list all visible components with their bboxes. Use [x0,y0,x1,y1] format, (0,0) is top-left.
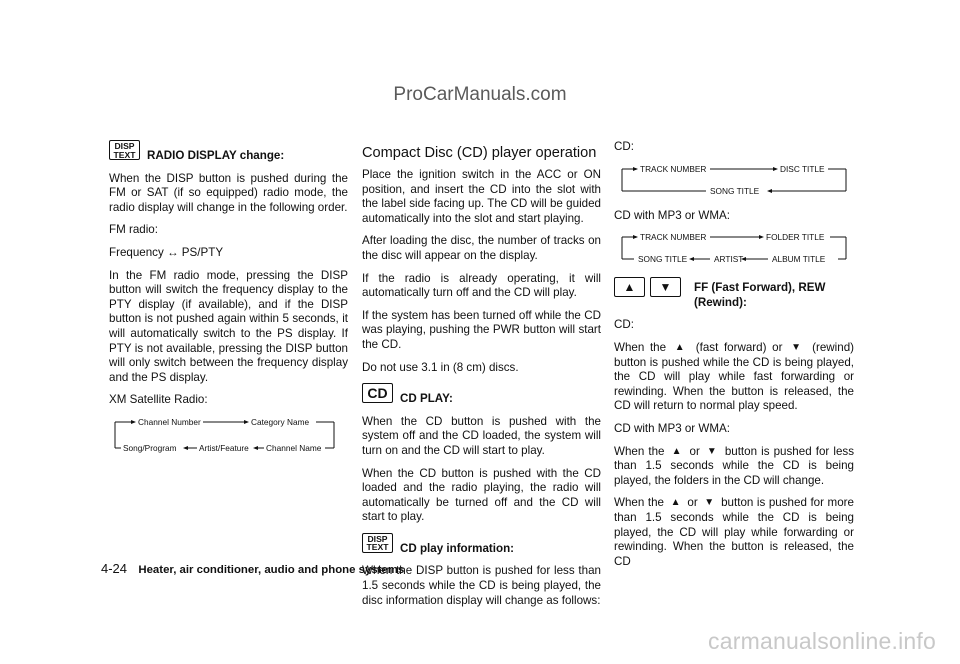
disp-text-icon: DISP TEXT [109,140,140,160]
paragraph: If the system has been turned off while the CD was playing, pushing the PWR button will start the CD. [362,308,601,351]
watermark-top: ProCarManuals.com [393,84,567,105]
seek-buttons [614,277,686,297]
column-1 [109,140,348,468]
cd-label: CD: [614,140,634,153]
column-3 [614,140,854,577]
svg-text:Artist/Feature: Artist/Feature [199,442,249,453]
paragraph: When the DISP button is pushed during the FM or SAT (if so equipped) radio mode, the radio display will change in the following order. [109,171,348,214]
triangle-up-icon: ▲ [671,445,683,457]
svg-text:Category Name: Category Name [251,416,310,427]
paragraph: When the ▲ or ▼ button is pushed for more than 1.5 seconds while the CD is being played, the CD will play while forwarding or rewinding. When the button is released, the CD [614,496,854,568]
cd-label: CD: [614,318,634,332]
svg-text:DISC TITLE: DISC TITLE [780,163,825,174]
cd-display-diagram [614,163,854,197]
triangle-down-icon: ▼ [791,341,804,353]
svg-text:Channel Number: Channel Number [138,416,201,427]
svg-text:TRACK NUMBER: TRACK NUMBER [640,163,707,174]
triangle-down-icon: ▼ [706,445,718,457]
triangle-up-icon: ▲ [614,277,645,297]
cd-icon: CD [362,383,393,403]
xm-display-diagram [109,416,348,456]
fm-sequence: Frequency ↔ PS/PTY [109,245,224,259]
fm-radio-label: FM radio: [109,223,158,237]
svg-text:SONG TITLE: SONG TITLE [638,254,688,265]
svg-text:ARTIST: ARTIST [714,254,744,265]
svg-text:TRACK NUMBER: TRACK NUMBER [640,232,707,243]
triangle-up-icon: ▲ [670,497,681,509]
cd-info-heading: DISP TEXT CD play information: [362,533,601,557]
mp3-display-diagram [614,231,854,265]
paragraph: If the radio is already operating, it will automatically turn off and the CD will play. [362,271,601,300]
page-footer [101,561,404,576]
paragraph: When the CD button is pushed with the system off and the CD loaded, the system will turn on and the CD will start to play. [362,414,601,457]
svg-text:Channel Name: Channel Name [266,442,322,453]
ff-rew-heading: ▲ ▼ FF (Fast Forward), REW (Rewind): [614,277,854,310]
paragraph: When the DISP button is pushed for less than 1.5 seconds while the CD is being played, the disc information display will change as follows: [362,564,601,607]
paragraph: In the FM radio mode, pressing the DISP button will switch the frequency display to the PTY display (if available), and if the DISP button is not pushed again within 5 seconds, it will automatically switch to the PS display. If PTY is not available, pressing the DISP button will only switch between the frequency display and the PS display. [109,268,348,384]
triangle-down-icon: ▼ [650,277,681,297]
triangle-down-icon: ▼ [704,497,715,509]
chapter-title: Heater, air conditioner, audio and phone systems [138,564,405,576]
triangle-up-icon: ▲ [674,341,688,353]
svg-text:FOLDER TITLE: FOLDER TITLE [766,232,825,243]
page-number: 4-24 [101,561,128,576]
paragraph: Do not use 3.1 in (8 cm) discs. [362,360,519,374]
svg-text:SONG TITLE: SONG TITLE [710,185,760,196]
watermark-bottom: carmanualsonline.info [708,628,936,654]
paragraph: When the CD button is pushed with the CD loaded and the radio playing, the radio will automatically be turned off and the CD will start to play. [362,466,601,524]
column-2 [362,140,601,616]
paragraph: Place the ignition switch in the ACC or ON position, and insert the CD into the slot with the label side facing up. The CD will be guided automatically into the slot and start playing. [362,168,601,225]
xm-label: XM Satellite Radio: [109,393,208,407]
paragraph: When the ▲ or ▼ button is pushed for less than 1.5 seconds while the CD is being played, the folders in the CD will change. [614,444,854,487]
mp3-label: CD with MP3 or WMA: [614,208,730,222]
disp-text-icon: DISP TEXT [362,533,393,553]
paragraph: When the ▲ (fast forward) or ▼ (rewind) button is pushed while the CD is being played, the CD will play while fast forwarding or rewinding. When the button is released, the CD will return to normal play speed. [614,340,855,413]
paragraph: After loading the disc, the number of tracks on the disc will appear on the display. [362,234,601,262]
svg-text:ALBUM TITLE: ALBUM TITLE [772,254,826,265]
cd-play-heading: CD CD PLAY: [362,383,601,407]
svg-text:Song/Program: Song/Program [123,442,177,453]
mp3-label: CD with MP3 or WMA: [614,421,730,435]
section-title: Compact Disc (CD) player operation [362,145,597,161]
radio-display-heading: DISP TEXT RADIO DISPLAY change: [109,140,348,164]
